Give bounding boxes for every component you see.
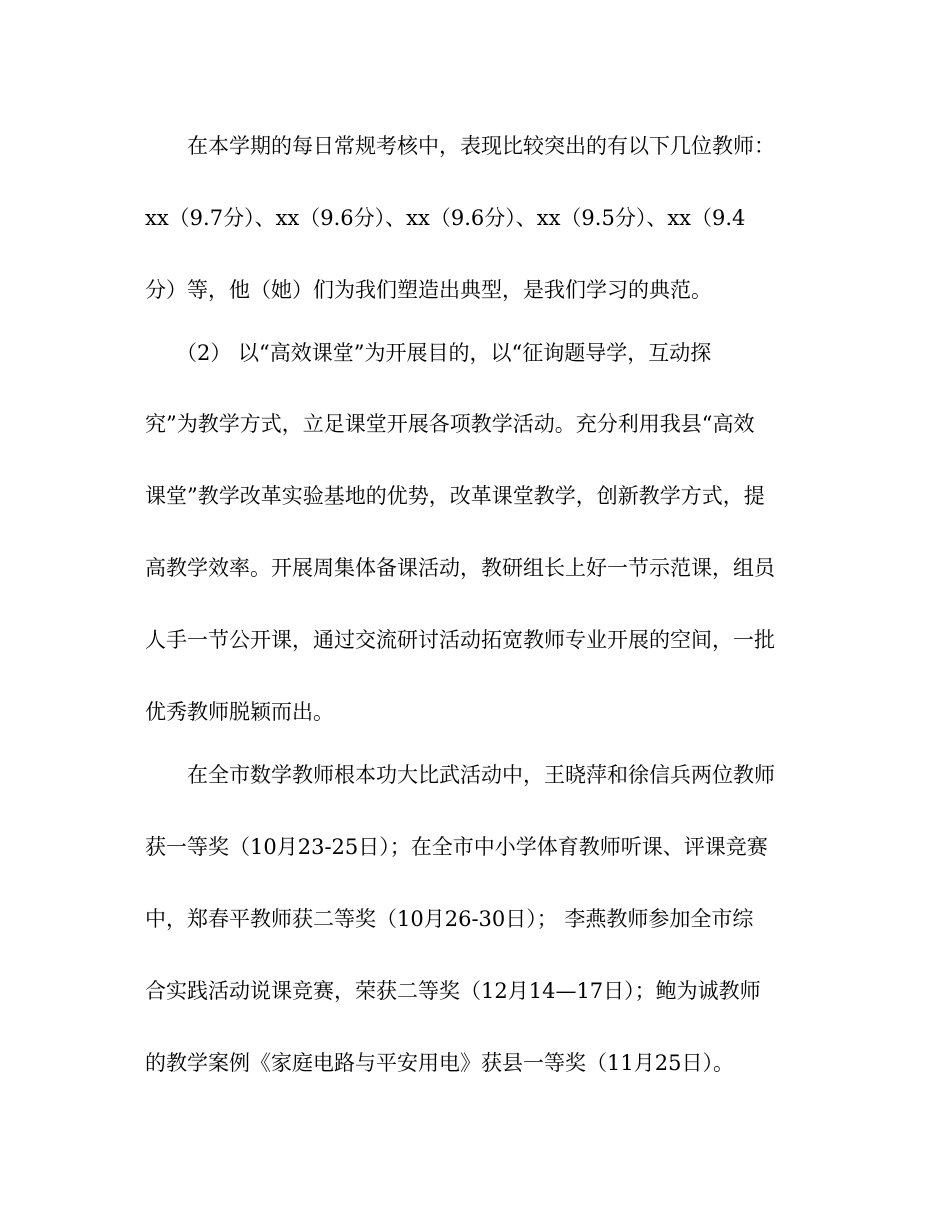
text-line: 课堂”教学改革实验基地的优势，改革课堂教学，创新教学方式，提 — [145, 484, 765, 508]
text-line: 获一等奖（10月23-25日）；在全市中小学体育教师听课、评课竞赛 — [145, 835, 768, 859]
text-line: 的教学案例《家庭电路与平安用电》获县一等奖（11月25日）。 — [145, 1051, 734, 1075]
text-line: 究”为教学方式，立足课堂开展各项教学活动。充分利用我县“高效 — [145, 412, 755, 436]
text-line: 合实践活动说课竞赛，荣获二等奖（12月14—17日）；鲍为诚教师 — [145, 979, 761, 1003]
text-line: 在本学期的每日常规考核中，表现比较突出的有以下几位教师： — [187, 134, 775, 158]
text-line: 高教学效率。开展周集体备课活动，教研组长上好一节示范课，组员 — [145, 556, 775, 580]
text-line: 人手一节公开课，通过交流研讨活动拓宽教师专业开展的空间，一批 — [145, 628, 775, 652]
text-line: 中，郑春平教师获二等奖（10月26-30日）； 李燕教师参加全市综 — [145, 907, 754, 931]
text-line: xx（9.7分）、xx（9.6分）、xx（9.6分）、xx（9.5分）、xx（9.4 — [145, 206, 746, 230]
text-line: （2） 以“高效课堂”为开展目的，以“征询题导学，互动探 — [176, 341, 712, 365]
text-line: 分）等，他（她）们为我们塑造出典型，是我们学习的典范。 — [145, 278, 712, 302]
text-line: 在全市数学教师根本功大比武活动中，王晓萍和徐信兵两位教师 — [187, 763, 775, 787]
text-line: 优秀教师脱颖而出。 — [145, 700, 334, 724]
